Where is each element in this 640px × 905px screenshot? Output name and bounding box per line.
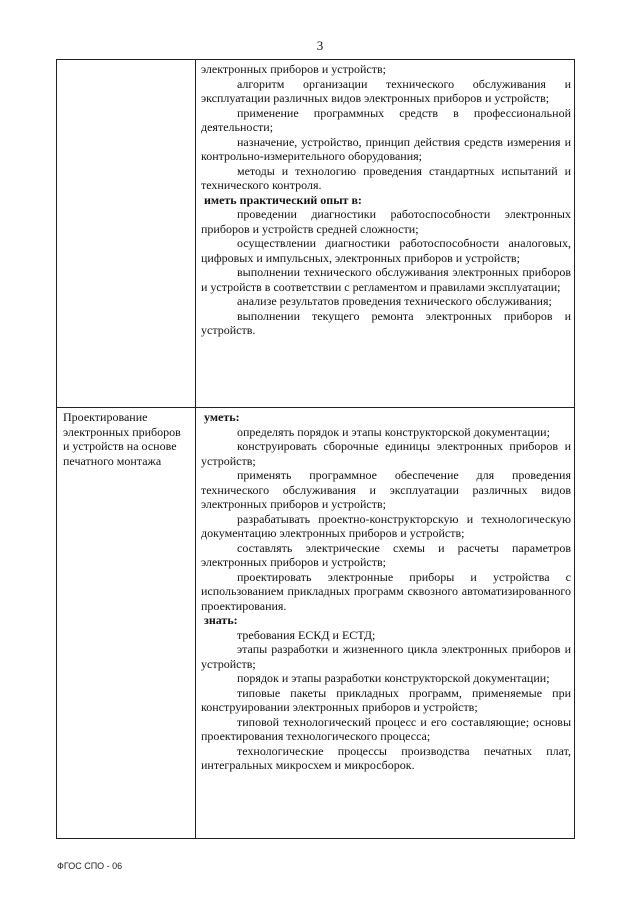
list-item: этапы разработки и жизненного цикла электронных приборов и устройств; — [201, 642, 571, 671]
competency-table — [56, 59, 575, 839]
list-item: анализе результатов проведения технического обслуживания; — [237, 294, 552, 308]
list-item: применение программных средств в профессиональной деятельности; — [201, 105, 571, 134]
list-item: методы и технологию проведения стандартных испытаний и технического контроля. — [201, 163, 571, 192]
bottom-row-content-cell — [201, 410, 571, 773]
section-heading: уметь: — [204, 410, 240, 424]
list-item: алгоритм организации технического обслуживания и эксплуатации различных видов электронных приборов и устройств; — [201, 76, 571, 105]
row-divider — [57, 407, 574, 408]
list-item: применять программное обеспечение для проведения технического обслуживания и эксплуатации различных видов электронных приборов и устройств; — [201, 468, 571, 511]
list-item: порядок и этапы разработки конструкторской документации; — [237, 671, 550, 685]
section-heading: иметь практический опыт в: — [204, 192, 362, 207]
module-title-cell: Проектирование электронных приборов и устройств на основе печатного монтажа — [63, 410, 181, 468]
list-item: типовой технологический процесс и его составляющие; основы проектирования технологического процесса; — [201, 714, 571, 743]
list-item: осуществлении диагностики работоспособности аналоговых, цифровых и импульсных, электронных приборов и устройств; — [201, 236, 571, 265]
list-item: разрабатывать проектно-конструкторскую и технологическую документацию электронных приборов и устройств; — [201, 511, 571, 540]
footer-standard-code: ФГОС СПО - 06 — [57, 861, 123, 871]
list-item: технологические процессы производства печатных плат, интегральных микросхем и микросборок. — [201, 743, 571, 772]
column-divider — [195, 60, 196, 838]
list-item: выполнении технического обслуживания электронных приборов и устройств в соответствии с регламентом и правилами эксплуатации; — [201, 265, 571, 294]
list-item: назначение, устройство, принцип действия средств измерения и контрольно-измерительного оборудования; — [201, 134, 571, 163]
list-item: типовые пакеты прикладных программ, применяемые при конструировании электронных приборов и устройств; — [201, 685, 571, 714]
list-item: проектировать электронные приборы и устройства с использованием прикладных программ сквозного автоматизированного проектирования. — [201, 569, 571, 613]
list-item: электронных приборов и устройств; — [201, 62, 386, 76]
list-item: требования ЕСКД и ЕСТД; — [237, 627, 376, 642]
top-row-content-cell — [201, 62, 571, 338]
list-item: выполнении текущего ремонта электронных приборов и устройств. — [201, 308, 571, 337]
list-item: конструировать сборочные единицы электронных приборов и устройств; — [201, 439, 571, 468]
page-number: 3 — [316, 38, 324, 53]
list-item: проведении диагностики работоспособности электронных приборов и устройств средней сложности; — [201, 207, 571, 236]
list-item: составлять электрические схемы и расчеты параметров электронных приборов и устройств; — [201, 540, 571, 569]
section-heading: знать: — [204, 613, 238, 627]
list-item: определять порядок и этапы конструкторской документации; — [237, 424, 550, 439]
